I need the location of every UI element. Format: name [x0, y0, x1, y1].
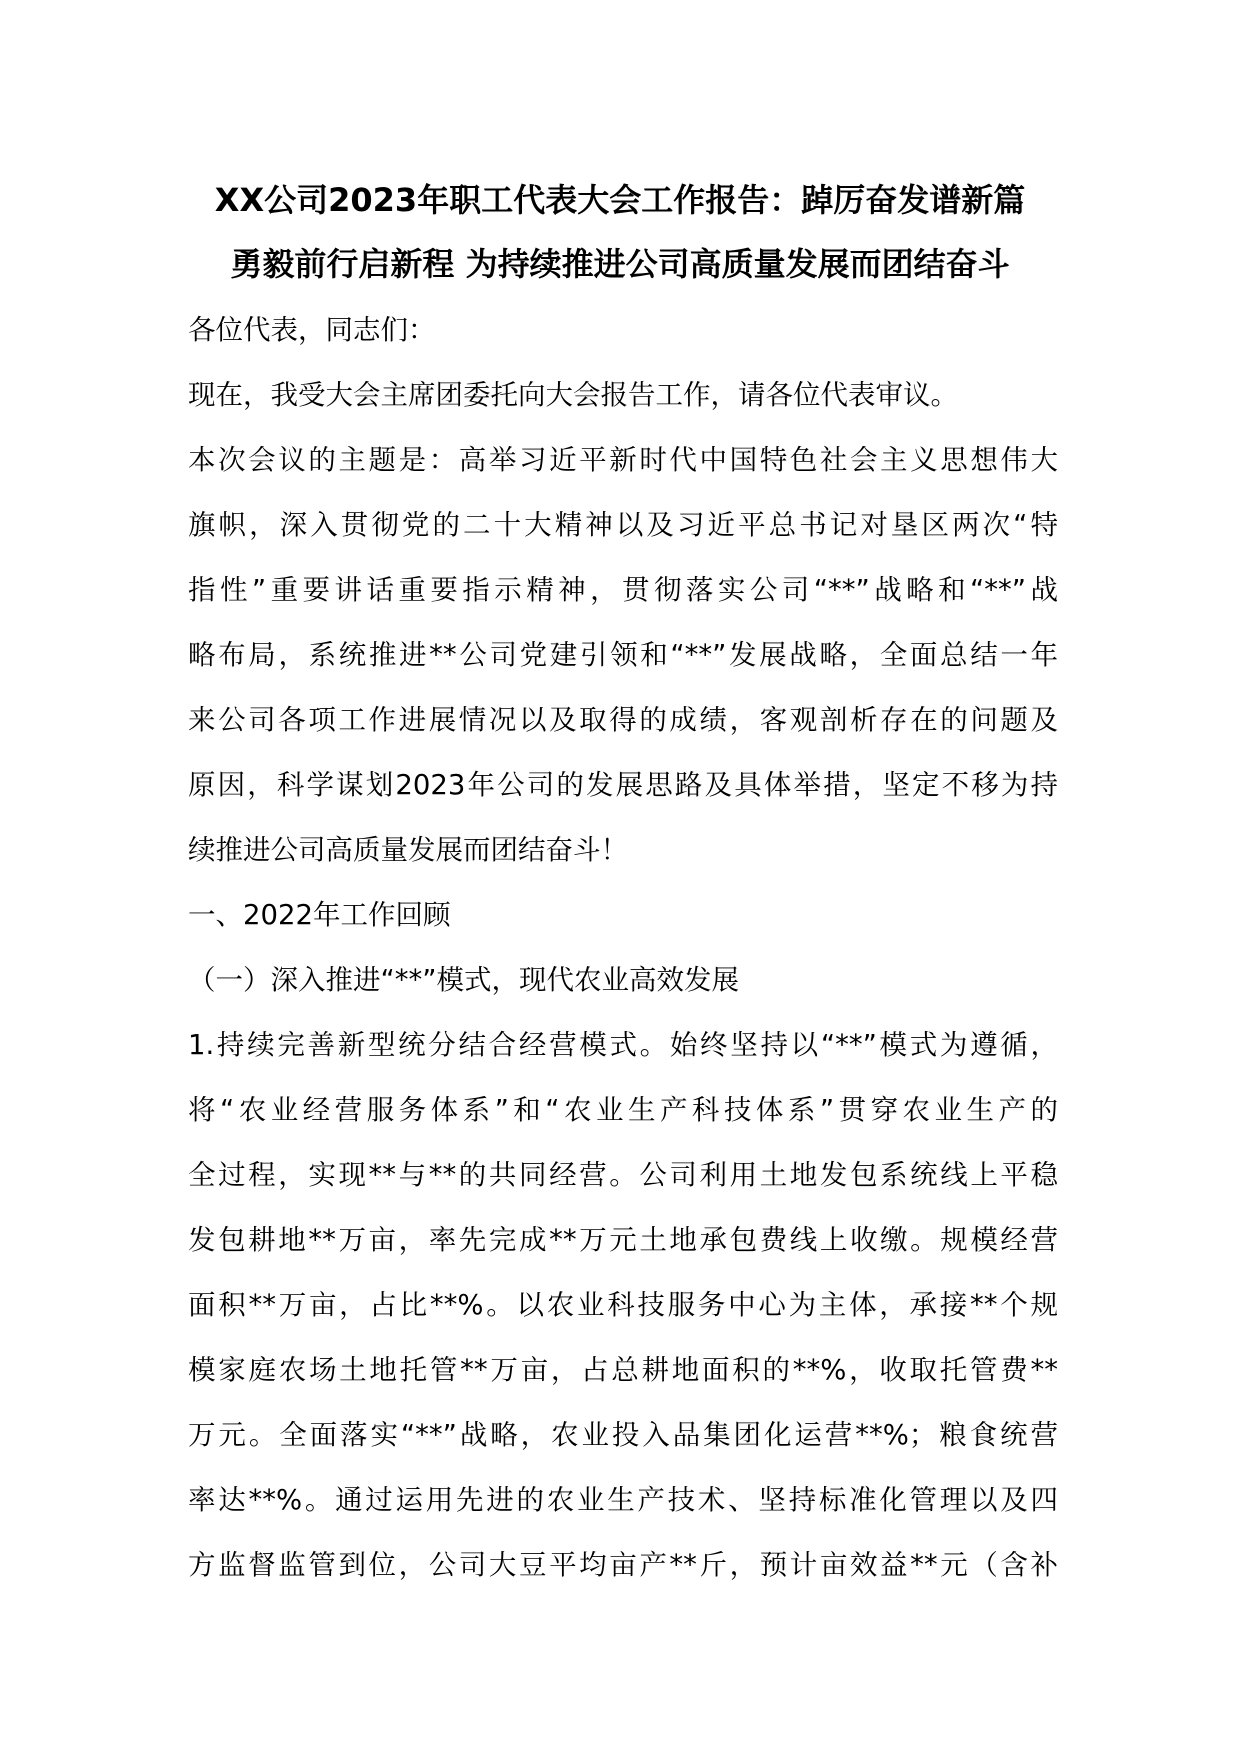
intro-paragraph: 现在，我受大会主席团委托向大会报告工作，请各位代表审议。 — [188, 379, 958, 411]
paragraph-line: 方监督监管到位，公司大豆平均亩产**斤，预计亩效益**元（含补 — [188, 1549, 1058, 1581]
paragraph-line: 全过程，实现**与**的共同经营。公司利用土地发包系统线上平稳 — [188, 1159, 1058, 1191]
subsection-heading: （一）深入推进“**”模式，现代农业高效发展 — [188, 964, 739, 996]
paragraph-line: 指性”重要讲话重要指示精神，贯彻落实公司“**”战略和“**”战 — [188, 574, 1058, 606]
title-line-1: XX公司2023年职工代表大会工作报告：踔厉奋发谱新篇 — [214, 181, 1026, 219]
paragraph-line: 续推进公司高质量发展而团结奋斗！ — [188, 834, 628, 866]
paragraph-line: 模家庭农场土地托管**万亩，占总耕地面积的**%，收取托管费** — [188, 1354, 1058, 1386]
paragraph-line: 万元。全面落实“**”战略，农业投入品集团化运营**%；粮食统营 — [188, 1419, 1058, 1451]
paragraph-line: 本次会议的主题是：高举习近平新时代中国特色社会主义思想伟大 — [188, 444, 1058, 476]
title-line-2: 勇毅前行启新程 为持续推进公司高质量发展而团结奋斗 — [230, 245, 1010, 283]
section-heading: 一、2022年工作回顾 — [188, 899, 451, 931]
salutation: 各位代表，同志们： — [188, 314, 436, 346]
paragraph-line: 略布局，系统推进**公司党建引领和“**”发展战略，全面总结一年 — [188, 639, 1058, 671]
paragraph-line: 面积**万亩，占比**%。以农业科技服务中心为主体，承接**个规 — [188, 1289, 1058, 1321]
paragraph-line: 1.持续完善新型统分结合经营模式。始终坚持以“**”模式为遵循， — [188, 1029, 1058, 1061]
report-title — [170, 168, 1070, 296]
paragraph-line: 来公司各项工作进展情况以及取得的成绩，客观剖析存在的问题及 — [188, 704, 1058, 736]
report-body — [188, 298, 1058, 1598]
item-paragraph — [188, 1013, 1058, 1598]
paragraph-line: 率达**%。通过运用先进的农业生产技术、坚持标准化管理以及四 — [188, 1484, 1058, 1516]
paragraph-line: 旗帜，深入贯彻党的二十大精神以及习近平总书记对垦区两次“特 — [188, 509, 1058, 541]
paragraph-line: 将“农业经营服务体系”和“农业生产科技体系”贯穿农业生产的 — [188, 1094, 1058, 1126]
theme-paragraph — [188, 428, 1058, 883]
paragraph-line: 原因，科学谋划2023年公司的发展思路及具体举措，坚定不移为持 — [188, 769, 1058, 801]
paragraph-line: 发包耕地**万亩，率先完成**万元土地承包费线上收缴。规模经营 — [188, 1224, 1058, 1256]
